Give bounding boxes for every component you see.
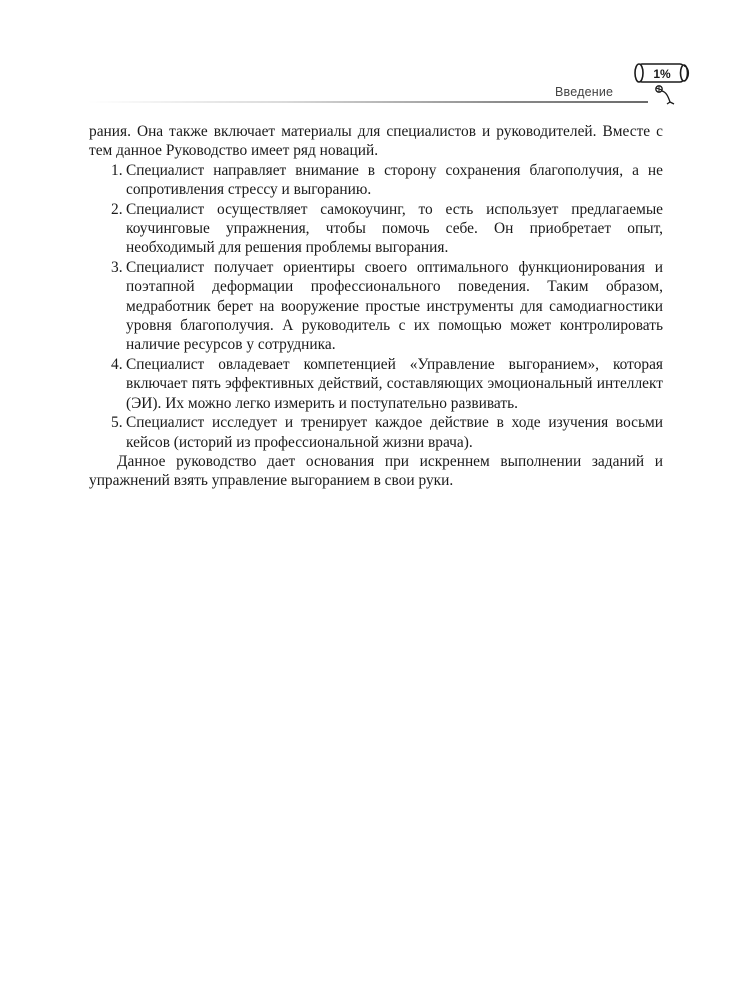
header-rule [88, 101, 648, 103]
list-item [89, 355, 663, 413]
list-item-text: Специалист направляет внимание в сторону сохранения благополучия, а не сопротивления стрессу и выгоранию. [126, 161, 663, 199]
list-item-number: 4. [111, 355, 123, 373]
page-header [0, 0, 750, 120]
list-item-number: 2. [111, 200, 123, 218]
list-item-number: 3. [111, 258, 123, 276]
list-item-text: Специалист получает ориентиры своего оптимального функционирования и поэтапной деформации профессионального поведения. Таким образом, медработник берет на вооружение простые инструменты для самодиагностики уровня благополучия. А руководитель с их помощью может контролировать наличие ресурсов у сотрудника. [126, 258, 663, 354]
scroll-logo-icon [632, 58, 696, 106]
list-item [89, 413, 663, 452]
list-item-number: 5. [111, 414, 123, 432]
list-item-text: Специалист исследует и тренирует каждое действие в ходе изучения восьми кейсов (историй из профессиональной жизни врача). [126, 414, 663, 451]
list-item [89, 258, 663, 355]
list-item-text: Специалист овладевает компетенцией «Управление выгоранием», которая включает пять эффективных действий, составляющих эмоциональный интеллект (ЭИ). Их можно легко измерить и поступательно развивать. [126, 355, 663, 412]
intro-paragraph: рания. Она также включает материалы для специалистов и руководителей. Вместе с тем данное Руководство имеет ряд новаций. [89, 123, 663, 160]
list-item-number: 1. [111, 161, 123, 179]
list-item [89, 161, 663, 200]
list-item [89, 200, 663, 258]
body-text [89, 122, 663, 491]
innovations-list [89, 161, 663, 452]
logo-text: 1% [653, 67, 671, 81]
section-title: Введение [555, 85, 614, 99]
list-item-text: Специалист осуществляет самокоучинг, то есть использует предлагаемые коучинговые упражнения, чтобы помочь себе. Он приобретает опыт, необходимый для решения проблемы выгорания. [126, 200, 663, 257]
closing-paragraph: Данное руководство дает основания при искреннем выполнении заданий и упражнений взять управление выгоранием в свои руки. [89, 452, 663, 490]
